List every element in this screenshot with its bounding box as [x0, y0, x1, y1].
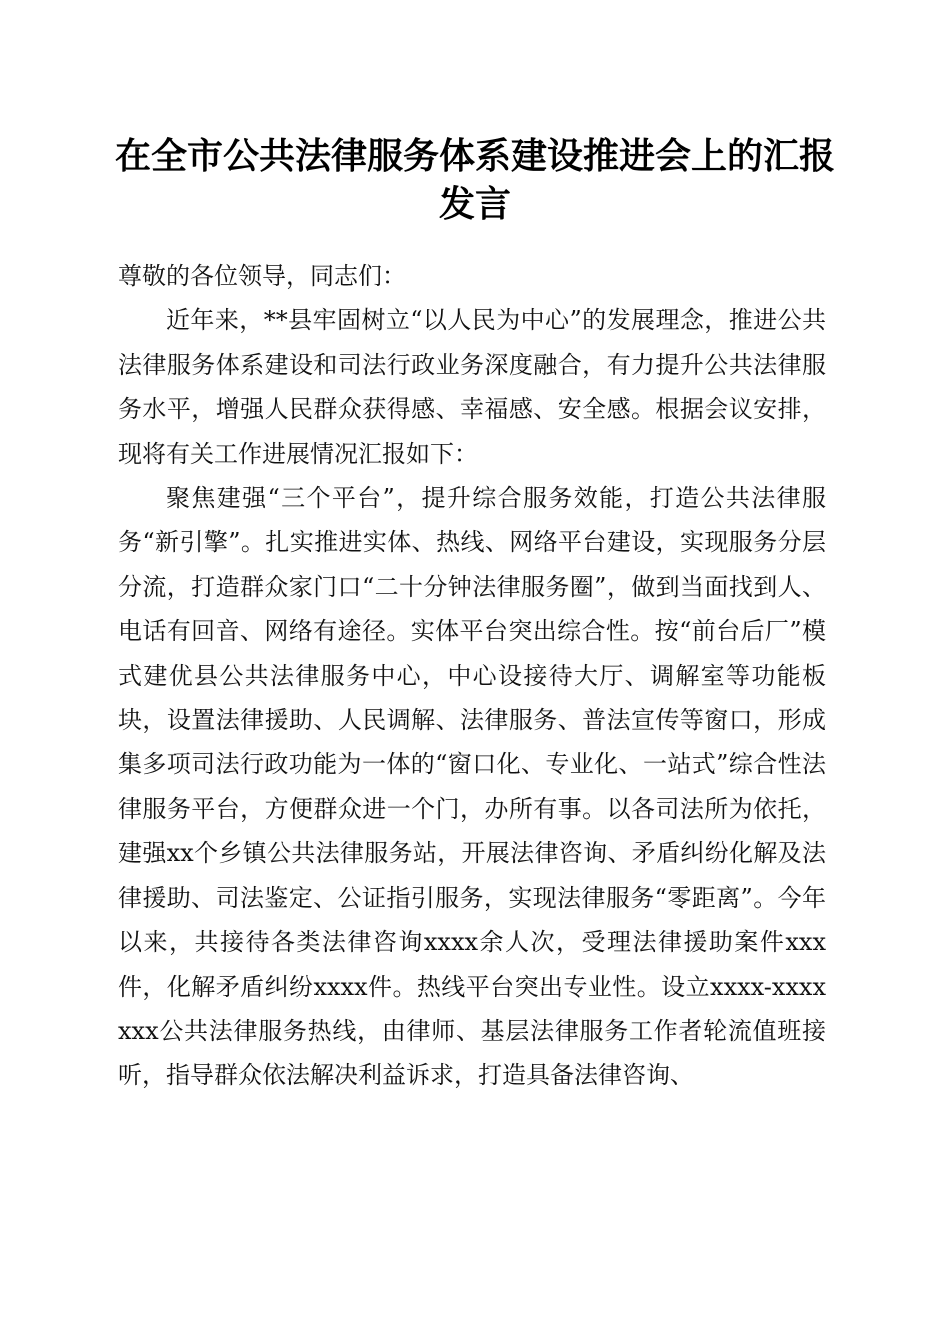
paragraph-platforms: 聚焦建强“三个平台”，提升综合服务效能，打造公共法律服务“新引擎”。扎实推进实体、热线、网络平台建设，实现服务分层分流，打造群众家门口“二十分钟法律服务圈”，做到当面找到人、电话有回音、网络有途径。实体平台突出综合性。按“前台后厂”模式建优县公共法律服务中心，中心设接待大厅、调解室等功能板块，设置法律援助、人民调解、法律服务、普法宣传等窗口，形成集多项司法行政功能为一体的“窗口化、专业化、一站式”综合性法律服务平台，方便群众进一个门，办所有事。以各司法所为依托，建强xx个乡镇公共法律服务站，开展法律咨询、矛盾纠纷化解及法律援助、司法鉴定、公证指引服务，实现法律服务“零距离”。今年以来，共接待各类法律咨询xxxx余人次，受理法律援助案件xxx件，化解矛盾纠纷xxxx件。热线平台突出专业性。设立xxxx-xxxxxxx公共法律服务热线，由律师、基层法律服务工作者轮流值班接听，指导群众依法解决利益诉求，打造具备法律咨询、	[118, 484, 826, 1090]
document-body	[118, 254, 826, 1098]
document-title	[100, 132, 850, 228]
title-line-2: 发言	[438, 183, 511, 225]
salutation: 尊敬的各位领导，同志们：	[118, 262, 406, 290]
paragraph-intro: 近年来，**县牢固树立“以人民为中心”的发展理念，推进公共法律服务体系建设和司法行政业务深度融合，有力提升公共法律服务水平，增强人民群众获得感、幸福感、安全感。根据会议安排，现将有关工作进展情况汇报如下：	[118, 306, 826, 468]
title-line-1: 在全市公共法律服务体系建设推进会上的汇报	[114, 135, 835, 177]
